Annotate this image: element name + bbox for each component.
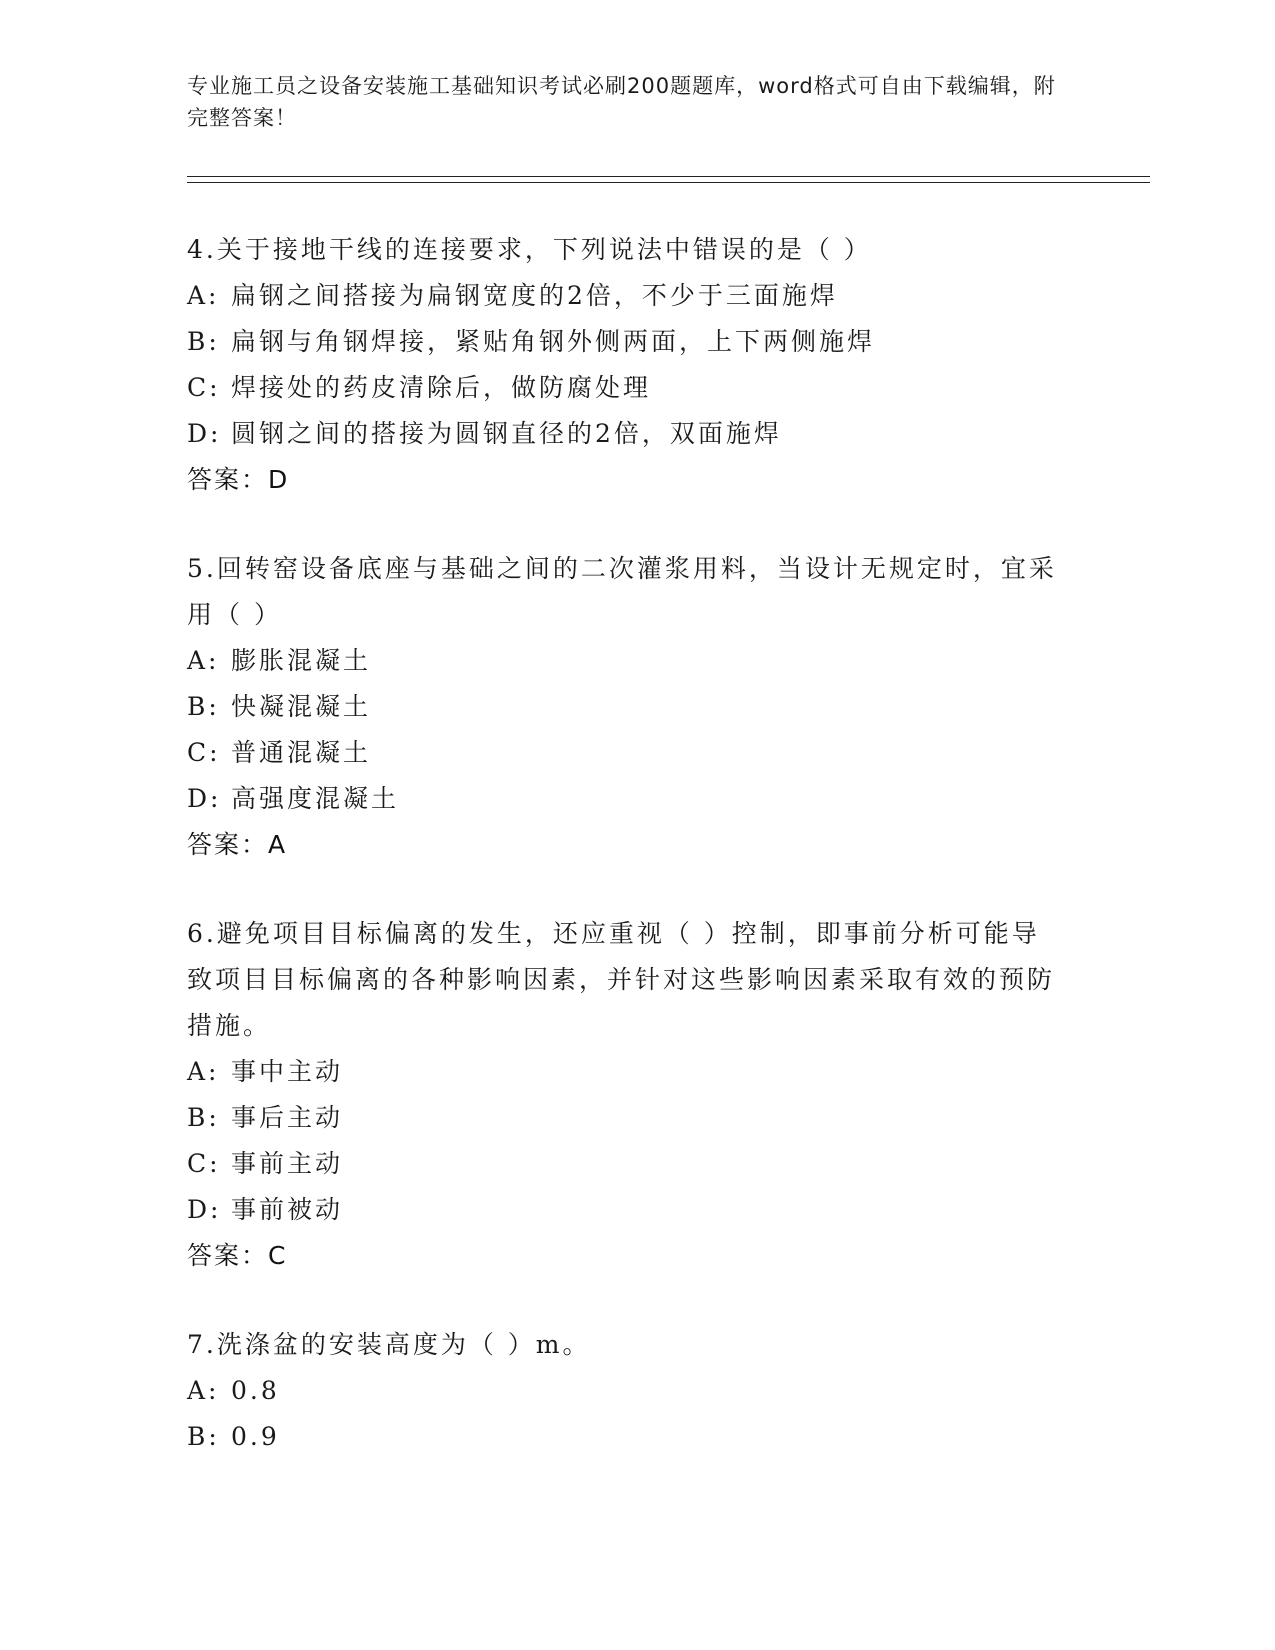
option-text: 事前被动 (231, 1195, 344, 1224)
option-key: B: (187, 327, 220, 356)
answer-line: 答案：A (187, 830, 288, 859)
option-a (187, 638, 1147, 684)
option-text: 膨胀混凝土 (231, 646, 372, 675)
answer-line: 答案：C (187, 1241, 288, 1270)
question-5 (187, 546, 1147, 868)
option-b (187, 319, 1147, 365)
option-text: 普通混凝土 (231, 738, 372, 767)
option-key: D: (187, 784, 222, 813)
option-key: B: (187, 1103, 220, 1132)
question-stem: 7.洗涤盆的安装高度为（ ）m。 (187, 1330, 591, 1359)
option-text: 0.9 (231, 1422, 280, 1451)
option-text: 高强度混凝土 (231, 784, 400, 813)
option-text: 扁钢之间搭接为扁钢宽度的2倍，不少于三面施焊 (231, 281, 838, 310)
option-a (187, 1368, 1147, 1414)
option-c (187, 730, 1147, 776)
option-text: 事中主动 (231, 1057, 344, 1086)
question-stem: 4.关于接地干线的连接要求，下列说法中错误的是（ ） (187, 235, 872, 264)
option-b (187, 1414, 1147, 1460)
option-key: D: (187, 1195, 222, 1224)
answer-line: 答案：D (187, 465, 290, 494)
question-list (187, 227, 1147, 1460)
option-a (187, 273, 1147, 319)
option-key: C: (187, 738, 221, 767)
option-d (187, 411, 1147, 457)
option-text: 事前主动 (231, 1149, 344, 1178)
question-stem: 5.回转窑设备底座与基础之间的二次灌浆用料，当设计无规定时，宜采用（ ） (187, 554, 1057, 629)
document-header: 专业施工员之设备安装施工基础知识考试必刷200题题库，word格式可自由下载编辑，附完整答案！ (187, 74, 1056, 130)
option-c (187, 1141, 1147, 1187)
option-key: B: (187, 692, 220, 721)
option-b (187, 684, 1147, 730)
option-b (187, 1095, 1147, 1141)
question-4 (187, 227, 1147, 503)
option-d (187, 1187, 1147, 1233)
option-text: 事后主动 (231, 1103, 344, 1132)
option-text: 扁钢与角钢焊接，紧贴角钢外侧两面，上下两侧施焊 (231, 327, 876, 356)
option-c (187, 365, 1147, 411)
option-key: A: (187, 1376, 220, 1405)
header-divider (187, 176, 1150, 183)
option-key: A: (187, 646, 220, 675)
question-6 (187, 911, 1147, 1279)
option-text: 焊接处的药皮清除后，做防腐处理 (231, 373, 652, 402)
question-stem: 6.避免项目目标偏离的发生，还应重视（ ）控制，即事前分析可能导致项目目标偏离的各种影响因素，并针对这些影响因素采取有效的预防措施。 (187, 919, 1056, 1040)
option-key: C: (187, 1149, 221, 1178)
option-key: A: (187, 281, 220, 310)
option-a (187, 1049, 1147, 1095)
option-key: D: (187, 419, 222, 448)
option-text: 0.8 (231, 1376, 280, 1405)
option-key: A: (187, 1057, 220, 1086)
option-d (187, 776, 1147, 822)
question-7 (187, 1322, 1147, 1460)
option-text: 快凝混凝土 (231, 692, 372, 721)
document-page (187, 70, 1147, 1503)
option-key: C: (187, 373, 221, 402)
option-text: 圆钢之间的搭接为圆钢直径的2倍，双面施焊 (231, 419, 782, 448)
option-key: B: (187, 1422, 220, 1451)
